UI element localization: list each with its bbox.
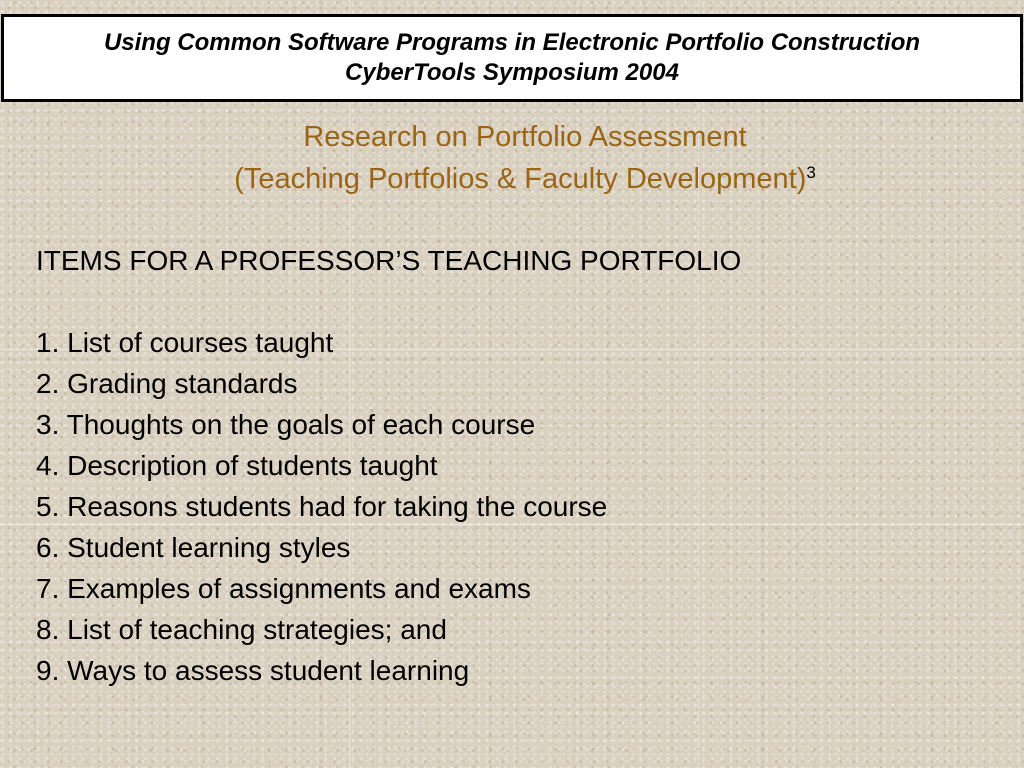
list-item: 8. List of teaching strategies; and [36, 614, 447, 645]
footnote-marker: 3 [806, 163, 816, 182]
slide-title-line2 [0, 158, 1024, 200]
slide-title-line2-text: (Teaching Portfolios & Faculty Development) [234, 163, 807, 195]
header-title: Using Common Software Programs in Electronic Portfolio Construction [103, 29, 921, 56]
list-item: 4. Description of students taught [36, 450, 438, 481]
list-item: 3. Thoughts on the goals of each course [36, 409, 536, 440]
slide-title-line1: Research on Portfolio Assessment [303, 121, 747, 153]
section-heading: ITEMS FOR A PROFESSOR’S TEACHING PORTFOLIO [36, 245, 742, 276]
list-item: 6. Student learning styles [36, 532, 351, 563]
slide-title [0, 116, 1024, 200]
list-item: 7. Examples of assignments and exams [36, 573, 531, 604]
header-subtitle: CyberTools Symposium 2004 [345, 59, 679, 86]
list-item: 1. List of courses taught [36, 327, 334, 358]
header-banner [1, 14, 1023, 102]
slide-body [36, 240, 996, 691]
list-item: 9. Ways to assess student learning [36, 655, 470, 686]
list-item: 5. Reasons students had for taking the course [36, 491, 608, 522]
list-item: 2. Grading standards [36, 368, 298, 399]
portfolio-items-list [36, 322, 996, 691]
